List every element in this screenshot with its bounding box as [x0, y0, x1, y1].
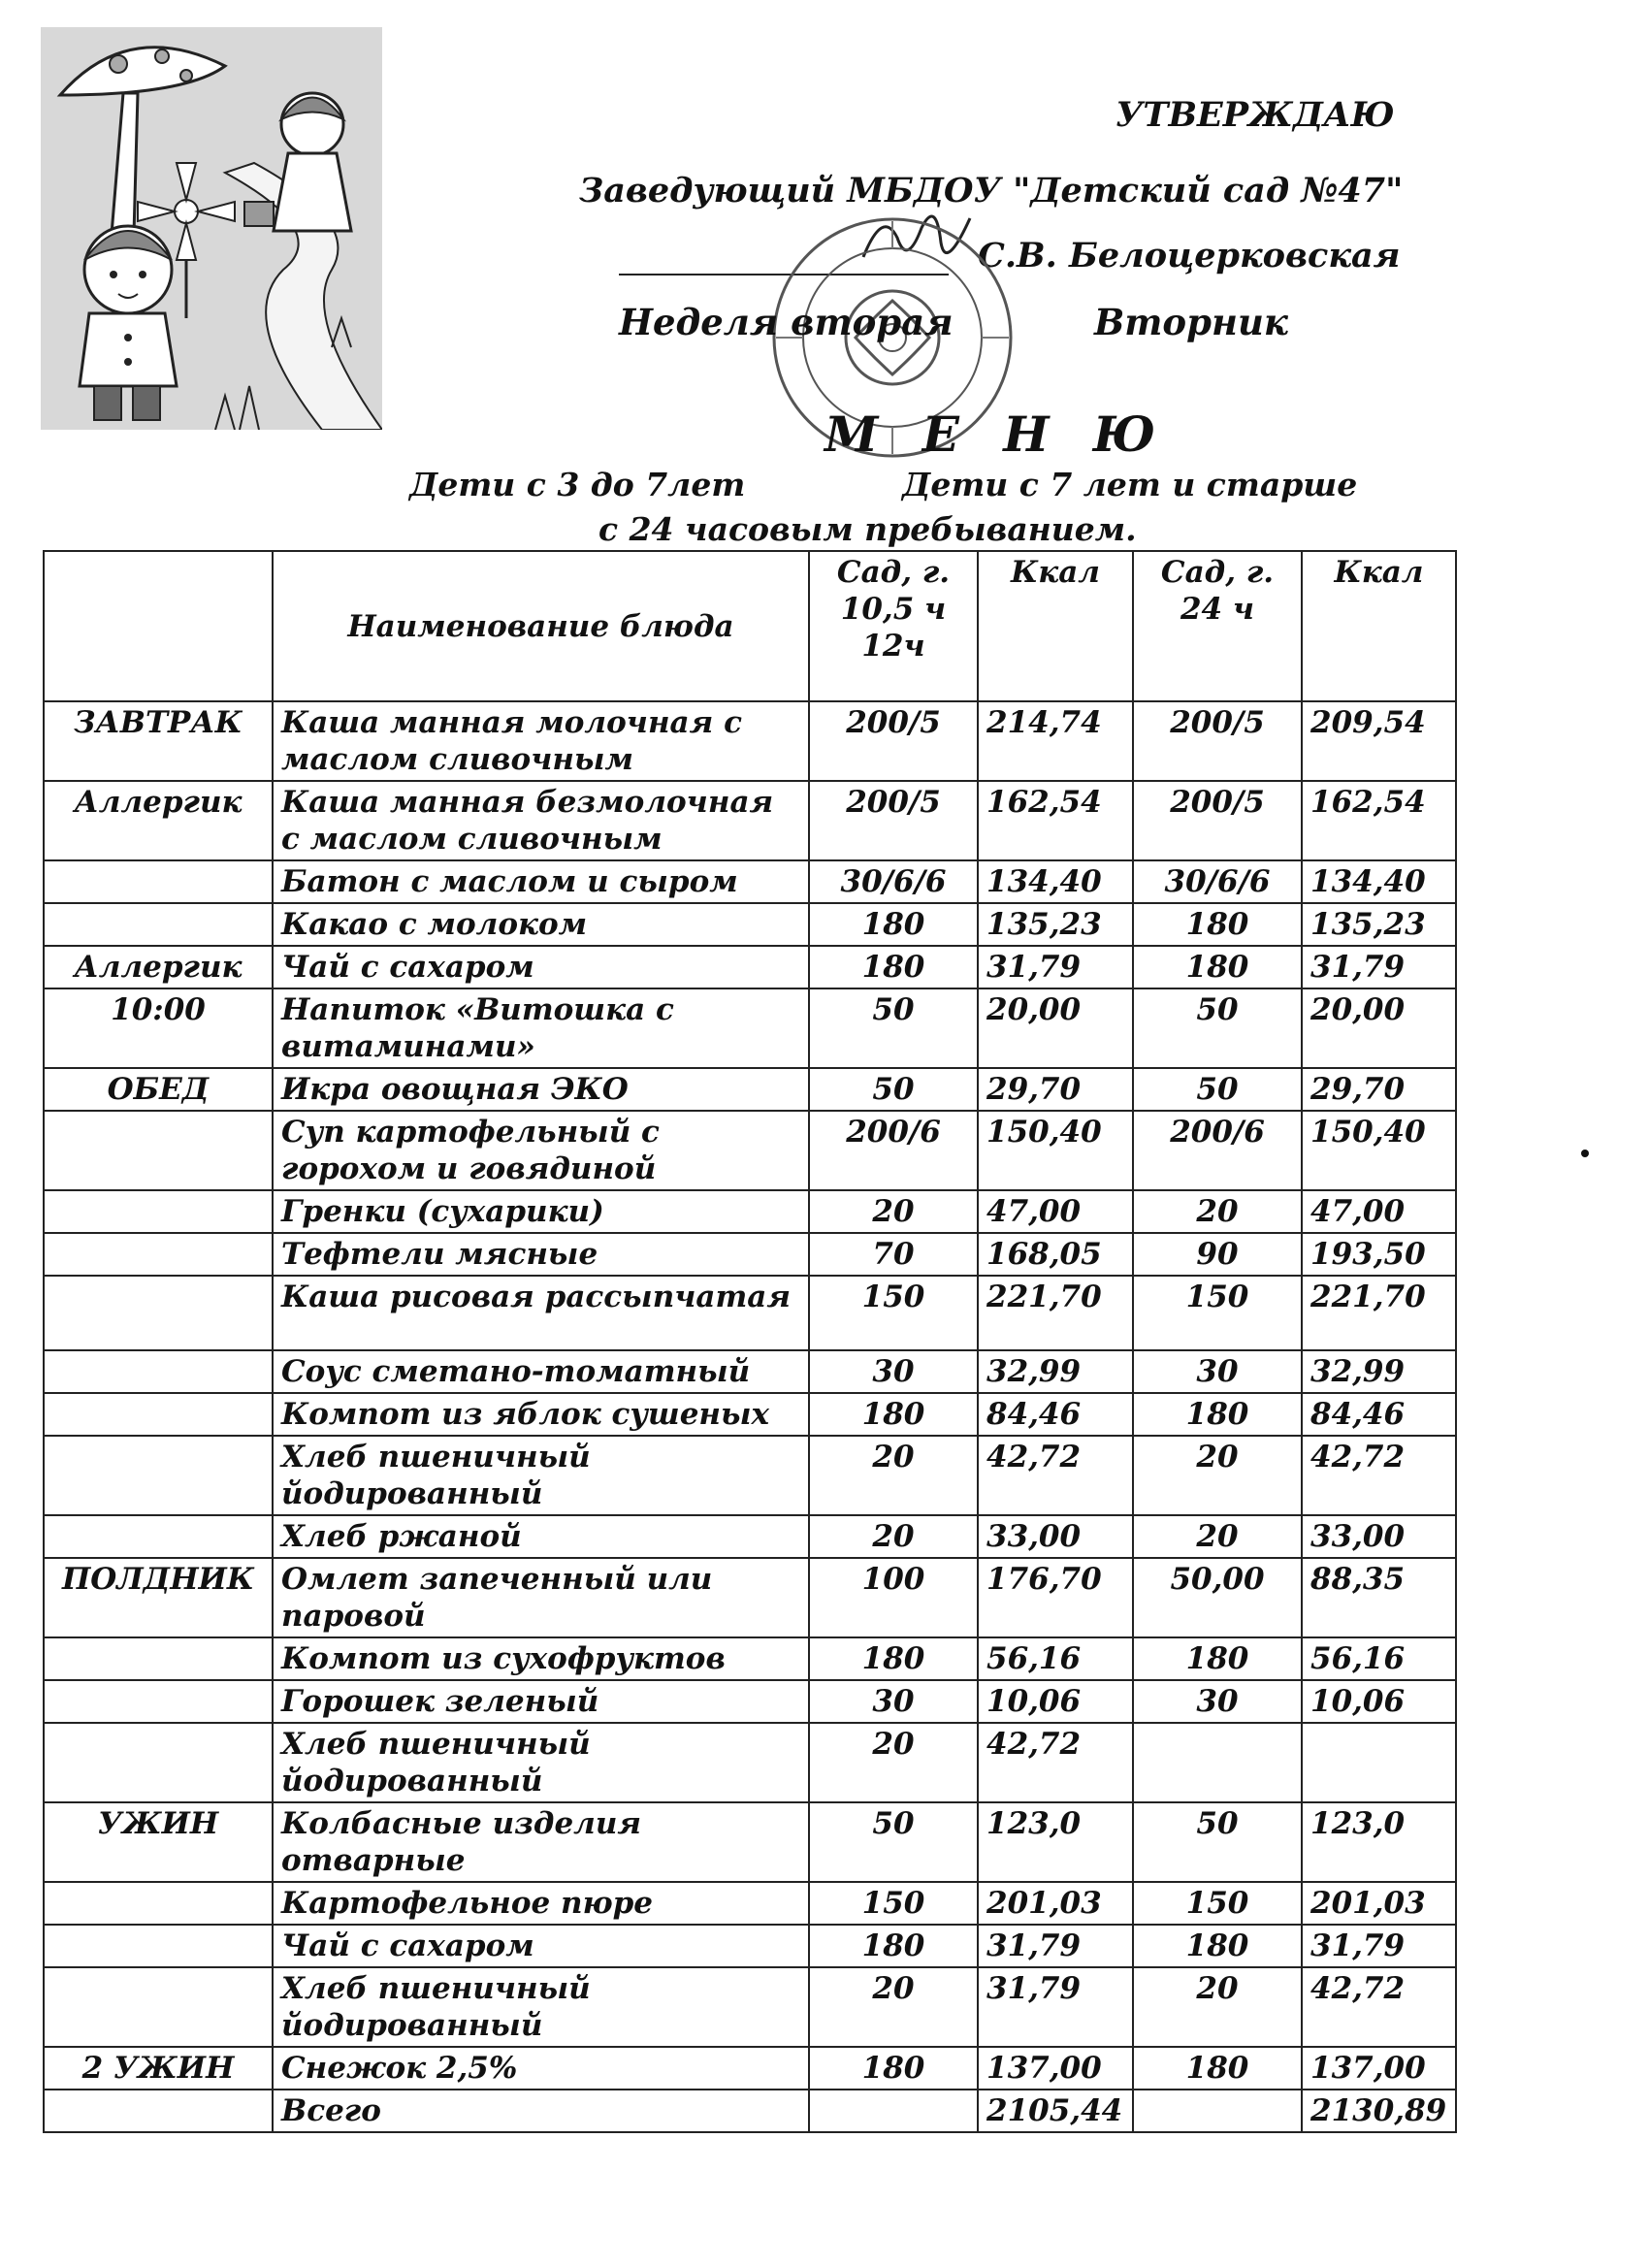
table-row — [44, 1967, 1456, 2047]
header-meal — [44, 551, 273, 701]
kcal-2-cell — [1302, 1723, 1456, 1802]
portion-1-cell: 200/5 — [809, 701, 978, 781]
kcal-1-cell: 42,72 — [978, 1436, 1133, 1515]
dish-cell: Картофельное пюре — [273, 1882, 809, 1925]
table-row — [44, 1276, 1456, 1350]
portion-2-cell — [1133, 1723, 1302, 1802]
week-label: Неделя вторая — [619, 301, 954, 343]
meal-cell — [44, 1276, 273, 1350]
portion-2-cell: 180 — [1133, 946, 1302, 988]
menu-title: М Е Н Ю — [824, 405, 1170, 463]
dish-cell: Чай с сахаром — [273, 946, 809, 988]
kcal-1-cell: 42,72 — [978, 1723, 1133, 1802]
meal-cell — [44, 1515, 273, 1558]
table-row — [44, 2047, 1456, 2090]
table-row — [44, 1802, 1456, 1882]
portion-2-cell: 180 — [1133, 1925, 1302, 1967]
table-row — [44, 1350, 1456, 1393]
kcal-1-cell: 84,46 — [978, 1393, 1133, 1436]
portion-2-cell: 50 — [1133, 988, 1302, 1068]
portion-2-cell: 30/6/6 — [1133, 860, 1302, 903]
portion-2-cell: 180 — [1133, 1637, 1302, 1680]
kcal-2-cell: 42,72 — [1302, 1436, 1456, 1515]
meal-cell — [44, 1882, 273, 1925]
portion-1-cell: 200/5 — [809, 781, 978, 860]
kcal-2-cell: 10,06 — [1302, 1680, 1456, 1723]
meal-cell — [44, 1350, 273, 1393]
meal-cell — [44, 1190, 273, 1233]
dish-cell: Компот из яблок сушеных — [273, 1393, 809, 1436]
dish-cell: Каша манная молочная с маслом сливочным — [273, 701, 809, 781]
table-row — [44, 1190, 1456, 1233]
kcal-2-cell: 84,46 — [1302, 1393, 1456, 1436]
meal-cell — [44, 1967, 273, 2047]
portion-2-cell — [1133, 2090, 1302, 2132]
kcal-2-cell: 209,54 — [1302, 701, 1456, 781]
portion-2-cell: 20 — [1133, 1967, 1302, 2047]
table-row — [44, 1925, 1456, 1967]
table-row — [44, 988, 1456, 1068]
kcal-2-cell: 29,70 — [1302, 1068, 1456, 1111]
kcal-2-cell: 221,70 — [1302, 1276, 1456, 1350]
header-portion-2-label: Сад, г. — [1160, 555, 1275, 590]
menu-table — [43, 550, 1457, 2133]
portion-1-cell: 180 — [809, 946, 978, 988]
kcal-2-cell: 32,99 — [1302, 1350, 1456, 1393]
kcal-2-cell: 193,50 — [1302, 1233, 1456, 1276]
portion-1-cell: 30 — [809, 1680, 978, 1723]
portion-2-cell: 30 — [1133, 1350, 1302, 1393]
kcal-2-cell: 162,54 — [1302, 781, 1456, 860]
dish-cell: Хлеб пшеничный йодированный — [273, 1967, 809, 2047]
dish-cell: Снежок 2,5% — [273, 2047, 809, 2090]
table-row — [44, 1723, 1456, 1802]
group-left-label: Дети с 3 до 7лет — [409, 466, 746, 503]
dish-cell: Колбасные изделия отварные — [273, 1802, 809, 1882]
table-row — [44, 2090, 1456, 2132]
portion-1-cell: 180 — [809, 2047, 978, 2090]
meal-cell: ОБЕД — [44, 1068, 273, 1111]
table-row — [44, 781, 1456, 860]
portion-2-cell: 90 — [1133, 1233, 1302, 1276]
kcal-1-cell: 221,70 — [978, 1276, 1133, 1350]
dish-cell: Какао с молоком — [273, 903, 809, 946]
meal-cell — [44, 1393, 273, 1436]
kcal-1-cell: 47,00 — [978, 1190, 1133, 1233]
portion-2-cell: 30 — [1133, 1680, 1302, 1723]
kcal-2-cell: 201,03 — [1302, 1882, 1456, 1925]
portion-1-cell: 180 — [809, 1393, 978, 1436]
day-label: Вторник — [1094, 301, 1288, 343]
header-portion-1 — [809, 551, 978, 701]
dish-cell: Батон с маслом и сыром — [273, 860, 809, 903]
portion-1-cell: 180 — [809, 903, 978, 946]
portion-1-cell: 50 — [809, 988, 978, 1068]
dish-cell: Суп картофельный с горохом и говядиной — [273, 1111, 809, 1190]
kcal-1-cell: 10,06 — [978, 1680, 1133, 1723]
kcal-1-cell: 29,70 — [978, 1068, 1133, 1111]
meal-cell: 10:00 — [44, 988, 273, 1068]
kcal-2-cell: 42,72 — [1302, 1967, 1456, 2047]
table-row — [44, 1068, 1456, 1111]
header-kcal-1: Ккал — [978, 551, 1133, 701]
kcal-2-cell: 150,40 — [1302, 1111, 1456, 1190]
portion-2-cell: 200/5 — [1133, 701, 1302, 781]
kcal-2-cell: 134,40 — [1302, 860, 1456, 903]
meal-cell — [44, 1111, 273, 1190]
table-row — [44, 860, 1456, 903]
kcal-1-cell: 20,00 — [978, 988, 1133, 1068]
kcal-1-cell: 201,03 — [978, 1882, 1133, 1925]
meal-cell — [44, 1680, 273, 1723]
meal-cell — [44, 2090, 273, 2132]
kcal-1-cell: 137,00 — [978, 2047, 1133, 2090]
kcal-1-cell: 31,79 — [978, 1967, 1133, 2047]
portion-2-cell: 150 — [1133, 1276, 1302, 1350]
table-row — [44, 701, 1456, 781]
approve-heading: УТВЕРЖДАЮ — [1116, 95, 1395, 135]
portion-1-cell: 20 — [809, 1723, 978, 1802]
portion-1-cell: 100 — [809, 1558, 978, 1637]
meal-cell: Аллергик — [44, 781, 273, 860]
approver-position: Заведующий МБДОУ "Детский сад №47" — [579, 171, 1404, 211]
portion-1-cell: 30 — [809, 1350, 978, 1393]
kcal-1-cell: 134,40 — [978, 860, 1133, 903]
kcal-2-cell: 31,79 — [1302, 946, 1456, 988]
dish-cell: Компот из сухофруктов — [273, 1637, 809, 1680]
meal-cell — [44, 1233, 273, 1276]
kcal-1-cell: 123,0 — [978, 1802, 1133, 1882]
dish-cell: Гренки (сухарики) — [273, 1190, 809, 1233]
table-row — [44, 1680, 1456, 1723]
table-row — [44, 1637, 1456, 1680]
meal-cell — [44, 1637, 273, 1680]
portion-1-cell: 180 — [809, 1925, 978, 1967]
dish-cell: Напиток «Витошка с витаминами» — [273, 988, 809, 1068]
meal-cell — [44, 1436, 273, 1515]
kcal-2-cell: 137,00 — [1302, 2047, 1456, 2090]
table-row — [44, 1436, 1456, 1515]
portion-1-cell: 20 — [809, 1190, 978, 1233]
kcal-1-cell: 31,79 — [978, 1925, 1133, 1967]
portion-2-cell: 200/6 — [1133, 1111, 1302, 1190]
kcal-1-cell: 162,54 — [978, 781, 1133, 860]
portion-1-cell: 70 — [809, 1233, 978, 1276]
header-portion-2 — [1133, 551, 1302, 701]
kcal-2-cell: 2130,89 — [1302, 2090, 1456, 2132]
kcal-1-cell: 33,00 — [978, 1515, 1133, 1558]
kcal-1-cell: 214,74 — [978, 701, 1133, 781]
dish-cell: Всего — [273, 2090, 809, 2132]
portion-2-cell: 180 — [1133, 903, 1302, 946]
table-row — [44, 1233, 1456, 1276]
table-row — [44, 946, 1456, 988]
kcal-1-cell: 168,05 — [978, 1233, 1133, 1276]
dish-cell: Горошек зеленый — [273, 1680, 809, 1723]
table-row — [44, 1111, 1456, 1190]
portion-2-cell: 50 — [1133, 1802, 1302, 1882]
header-dish-name: Наименование блюда — [273, 551, 809, 701]
kcal-2-cell: 33,00 — [1302, 1515, 1456, 1558]
portion-1-cell: 20 — [809, 1515, 978, 1558]
kcal-1-cell: 56,16 — [978, 1637, 1133, 1680]
kcal-1-cell: 150,40 — [978, 1111, 1133, 1190]
kcal-2-cell: 135,23 — [1302, 903, 1456, 946]
kcal-2-cell: 31,79 — [1302, 1925, 1456, 1967]
approver-name: С.В. Белоцерковская — [978, 236, 1401, 275]
portion-1-cell — [809, 2090, 978, 2132]
meal-cell — [44, 1925, 273, 1967]
kcal-2-cell: 88,35 — [1302, 1558, 1456, 1637]
table-row — [44, 1393, 1456, 1436]
table-row — [44, 1558, 1456, 1637]
kcal-1-cell: 176,70 — [978, 1558, 1133, 1637]
portion-1-cell: 150 — [809, 1276, 978, 1350]
meal-cell — [44, 860, 273, 903]
portion-1-cell: 200/6 — [809, 1111, 978, 1190]
kcal-2-cell: 56,16 — [1302, 1637, 1456, 1680]
table-row — [44, 1515, 1456, 1558]
meal-cell: 2 УЖИН — [44, 2047, 273, 2090]
portion-2-cell: 50 — [1133, 1068, 1302, 1111]
kcal-1-cell: 2105,44 — [978, 2090, 1133, 2132]
kcal-1-cell: 32,99 — [978, 1350, 1133, 1393]
dish-cell: Чай с сахаром — [273, 1925, 809, 1967]
stray-dot — [1581, 1150, 1589, 1157]
portion-2-cell: 50,00 — [1133, 1558, 1302, 1637]
meal-cell — [44, 903, 273, 946]
meal-cell: ПОЛДНИК — [44, 1558, 273, 1637]
portion-1-cell: 180 — [809, 1637, 978, 1680]
meal-cell: УЖИН — [44, 1802, 273, 1882]
header-portion-2-hours: 24 ч — [1180, 592, 1255, 627]
meal-cell — [44, 1723, 273, 1802]
dish-cell: Хлеб пшеничный йодированный — [273, 1723, 809, 1802]
dish-cell: Икра овощная ЭКО — [273, 1068, 809, 1111]
kcal-2-cell: 20,00 — [1302, 988, 1456, 1068]
portion-1-cell: 20 — [809, 1967, 978, 2047]
header-portion-1-hours-a: 10,5 ч — [840, 592, 947, 627]
portion-1-cell: 50 — [809, 1802, 978, 1882]
portion-1-cell: 30/6/6 — [809, 860, 978, 903]
dish-cell: Каша манная безмолочная с маслом сливочным — [273, 781, 809, 860]
kcal-1-cell: 135,23 — [978, 903, 1133, 946]
table-header-row — [44, 551, 1456, 701]
portion-2-cell: 20 — [1133, 1190, 1302, 1233]
dish-cell: Тефтели мясные — [273, 1233, 809, 1276]
portion-1-cell: 20 — [809, 1436, 978, 1515]
portion-2-cell: 200/5 — [1133, 781, 1302, 860]
portion-2-cell: 150 — [1133, 1882, 1302, 1925]
portion-2-cell: 180 — [1133, 2047, 1302, 2090]
children-illustration — [41, 27, 382, 430]
portion-2-cell: 20 — [1133, 1436, 1302, 1515]
header-portion-1-label: Сад, г. — [836, 555, 951, 590]
stay-label: с 24 часовым пребыванием. — [598, 510, 1137, 548]
kcal-2-cell: 47,00 — [1302, 1190, 1456, 1233]
kcal-2-cell: 123,0 — [1302, 1802, 1456, 1882]
portion-1-cell: 50 — [809, 1068, 978, 1111]
table-row — [44, 1882, 1456, 1925]
dish-cell: Хлеб ржаной — [273, 1515, 809, 1558]
meal-cell: Аллергик — [44, 946, 273, 988]
dish-cell: Соус сметано-томатный — [273, 1350, 809, 1393]
kcal-1-cell: 31,79 — [978, 946, 1133, 988]
group-right-label: Дети с 7 лет и старше — [902, 466, 1358, 503]
header-kcal-2: Ккал — [1302, 551, 1456, 701]
portion-2-cell: 20 — [1133, 1515, 1302, 1558]
table-row — [44, 903, 1456, 946]
meal-cell: ЗАВТРАК — [44, 701, 273, 781]
dish-cell: Омлет запеченный или паровой — [273, 1558, 809, 1637]
portion-2-cell: 180 — [1133, 1393, 1302, 1436]
header-portion-1-hours-b: 12ч — [861, 629, 925, 664]
portion-1-cell: 150 — [809, 1882, 978, 1925]
dish-cell: Хлеб пшеничный йодированный — [273, 1436, 809, 1515]
dish-cell: Каша рисовая рассыпчатая — [273, 1276, 809, 1350]
